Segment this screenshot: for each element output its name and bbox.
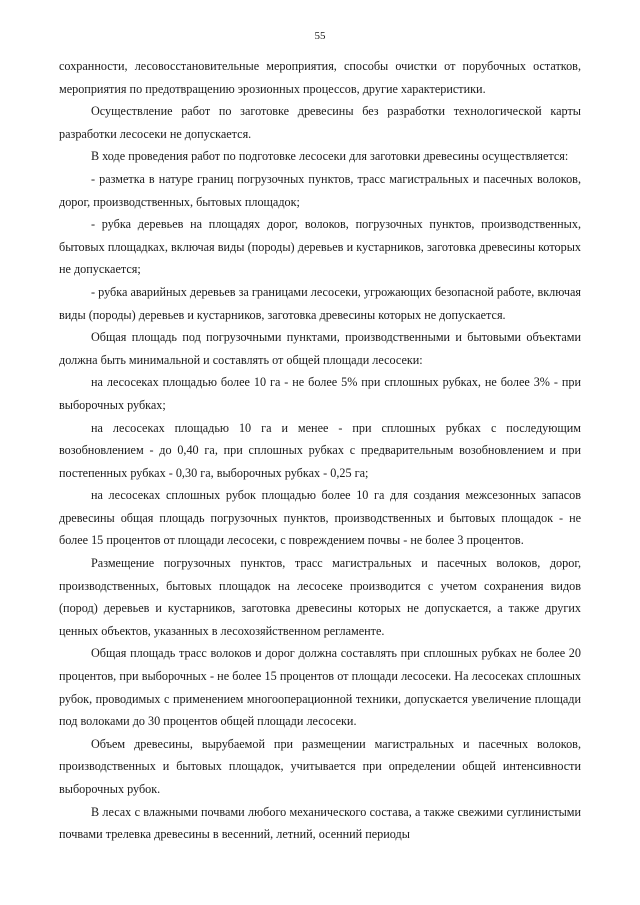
paragraph: В лесах с влажными почвами любого механического состава, а также свежими суглинистыми почвами трелевка древесины в весенний, летний, осенний периоды: [59, 804, 581, 842]
page-number: 55: [314, 30, 326, 42]
paragraph: Осуществление работ по заготовке древесины без разработки технологической карты разработки лесосеки не допускается.: [59, 104, 581, 141]
paragraph: Общая площадь под погрузочными пунктами, производственными и бытовыми объектами должна быть минимальной и составлять от общей площади лесосеки:: [59, 330, 581, 367]
paragraph: Общая площадь трасс волоков и дорог должна составлять при сплошных рубках не более 20 процентов, при выборочных - не более 15 процентов от площади лесосеки. На лесосеках сплошных рубок, проводимых с применением многооперационной техники, допускается увеличение площади под волоками до 30 процентов общей площади лесосеки.: [59, 646, 581, 729]
page-body: [59, 55, 581, 846]
paragraph: В ходе проведения работ по подготовке лесосеки для заготовки древесины осуществляется:: [91, 149, 569, 164]
paragraph: Размещение погрузочных пунктов, трасс магистральных и пасечных волоков, дорог, производственных, бытовых площадок на лесосеке производится с учетом сохранения видов (пород) деревьев и кустарников, заготовка древесины которых не допускается, а также других ценных объектов, указанных в лесохозяйственном регламенте.: [59, 556, 581, 638]
paragraph: сохранности, лесовосстановительные мероприятия, способы очистки от порубочных остатков, мероприятия по предотвращению эрозионных процессов, другие характеристики.: [59, 59, 581, 96]
paragraph: Объем древесины, вырубаемой при размещении магистральных и пасечных волоков, производственных и бытовых площадок, учитывается при определении общей интенсивности выборочных рубок.: [59, 736, 581, 796]
list-item: на лесосеках площадью более 10 га - не более 5% при сплошных рубках, не более 3% - при выборочных рубках;: [59, 375, 581, 412]
list-item: на лесосеках площадью 10 га и менее - при сплошных рубках с последующим возобновлением - до 0,40 га, при сплошных рубках с предварительным возобновлением и при постепенных рубках - 0,30 га, выборочных рубках - 0,25 га;: [59, 420, 581, 480]
list-item: на лесосеках сплошных рубок площадью более 10 га для создания межсезонных запасов древесины общая площадь погрузочных пунктов, производственных и бытовых площадок - не более 15 процентов от площади лесосеки, с повреждением почвы - не более 3 процентов.: [59, 488, 581, 548]
list-item: - рубка деревьев на площадях дорог, волоков, погрузочных пунктов, производственных, бытовых площадках, включая виды (породы) деревьев и кустарников, заготовка древесины которых не допускается;: [59, 217, 581, 277]
list-item: - разметка в натуре границ погрузочных пунктов, трасс магистральных и пасечных волоков, дорог, производственных, бытовых площадок;: [59, 171, 581, 209]
list-item: - рубка аварийных деревьев за границами лесосеки, угрожающих безопасной работе, включая виды (породы) деревьев и кустарников, заготовка древесины которых не допускается.: [59, 284, 581, 322]
